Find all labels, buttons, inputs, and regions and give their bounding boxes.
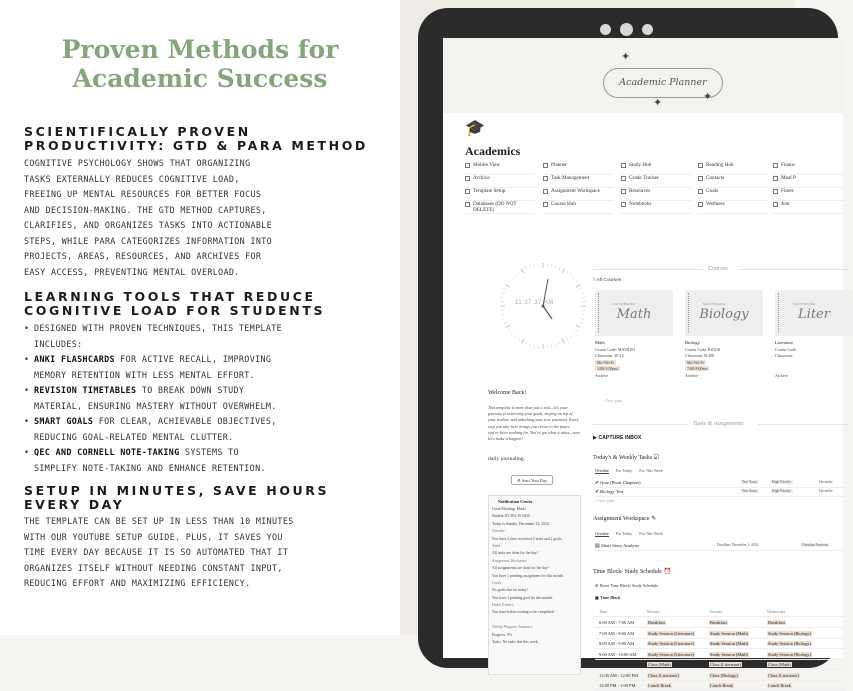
- course-code: Course Code: BIO101: [685, 347, 763, 354]
- page-icon: [773, 189, 778, 194]
- tablet-mockup-area: [400, 0, 794, 635]
- clock-tick: [501, 297, 504, 298]
- task-date: Decembe: [817, 480, 835, 484]
- clock-tick: [559, 343, 560, 346]
- course-card[interactable]: [595, 290, 673, 379]
- clock-tick: [511, 277, 513, 279]
- schedule-cell: Breakfast: [767, 620, 786, 625]
- clock-tick: [508, 330, 510, 332]
- new-course-button[interactable]: + New page: [603, 398, 622, 403]
- capture-inbox-toggle[interactable]: ▶ CAPTURE INBOX: [593, 435, 641, 441]
- page-icon: [621, 202, 626, 207]
- schedule-cell: Study Session (Math): [709, 631, 749, 636]
- filter-tab[interactable]: For Today: [616, 531, 632, 537]
- clock-tick: [562, 339, 565, 343]
- notification-title: Notification Center: [498, 499, 577, 504]
- checkmark-icon[interactable]: ✔: [595, 489, 600, 495]
- clock-tick: [580, 289, 583, 290]
- course-cover: NOTEBOOK Math: [595, 290, 673, 336]
- nav-column: [621, 162, 691, 214]
- bullet-item: • SMART GOALS FOR CLEAR, ACHIEVABLE OBJECTIVES, REDUCING GOAL-RELATED MENTAL CLUTTER.: [24, 414, 384, 445]
- schedule-cell: Study Session (Literature): [647, 631, 695, 636]
- page-icon: [698, 163, 703, 168]
- clock-tick: [551, 264, 552, 267]
- filter-tab[interactable]: Overdue: [595, 468, 609, 474]
- notification-line: Progress: 0%: [492, 633, 577, 640]
- clock-tick: [582, 314, 585, 315]
- nav-link[interactable]: Fitnes: [773, 188, 843, 201]
- body-line: TIME EVERY DAY BECAUSE IT IS SO AUTOMATED THAT IT: [24, 545, 384, 561]
- clock-hour-hand: [543, 306, 552, 319]
- nav-link[interactable]: Study Hub: [621, 162, 691, 175]
- body-line: WITH OUR YOUTUBE SETUP GUIDE. PLUS, IT SAVES YOU: [24, 530, 384, 546]
- clock-tick: [514, 336, 516, 338]
- clock-tick: [573, 277, 575, 279]
- headline-line-2: Academic Success: [0, 64, 400, 93]
- nav-link[interactable]: Template Setup: [465, 188, 535, 201]
- headline: [0, 35, 400, 93]
- clock-tick: [534, 345, 535, 348]
- course-name: Math: [595, 340, 673, 347]
- clock-tick: [555, 344, 556, 347]
- schedule-cell: Study Session (Literature): [647, 641, 695, 646]
- bullet-keyword: ANKI FLASHCARDS: [34, 354, 115, 364]
- clock-tick: [530, 344, 531, 347]
- schedule-row[interactable]: [595, 618, 845, 628]
- clock-tick: [559, 267, 560, 270]
- page-icon: [543, 163, 548, 168]
- nav-link[interactable]: Wellness: [698, 201, 768, 214]
- nav-link[interactable]: Assignment Workspace: [543, 188, 613, 201]
- course-time-tag: 7:00-8:00am: [685, 366, 709, 371]
- course-room: Classroom:: [775, 353, 853, 360]
- page-icon: [773, 163, 778, 168]
- notification-line: Good Morning, Mark!: [492, 507, 577, 514]
- page-icon: [698, 189, 703, 194]
- nav-link[interactable]: Task Management: [543, 175, 613, 188]
- schedule-cell: Class (Math): [767, 662, 792, 667]
- body-line: REDUCING EFFORT AND MAXIMIZING EFFICIENCY.: [24, 576, 384, 592]
- nav-column: [543, 162, 613, 214]
- reset-schedule-button[interactable]: ⚙ Reset Time Block/ Study Schedule: [595, 583, 658, 588]
- notification-line: Today is Sunday, December 22, 2024.: [492, 522, 577, 529]
- course-name: Literature: [775, 340, 853, 347]
- sparkle-icon: ✦: [653, 96, 662, 109]
- schedule-col-header: Wednesday: [767, 609, 785, 614]
- learning-tools-list: [24, 321, 384, 476]
- clock-tick: [522, 339, 525, 343]
- clock-tick: [506, 285, 510, 288]
- schedule-cell: Class (Biology): [709, 673, 739, 678]
- course-day-tag: Mo-We-Fr: [595, 360, 616, 365]
- course-room: Classroom: B-200: [685, 353, 763, 360]
- section-heading-learning-tools: LEARNING TOOLS THAT REDUCE COGNITIVE LOAD FOR STUDENTS: [24, 290, 394, 318]
- course-cover: NOTEBOOK Liter: [775, 290, 853, 336]
- schedule-col-header: Time: [599, 609, 607, 614]
- nav-link[interactable]: Goals: [698, 188, 768, 201]
- body-line: THE TEMPLATE CAN BE SET UP IN LESS THAN 10 MINUTES: [24, 514, 384, 530]
- task-date: Decembe: [817, 489, 835, 493]
- planner-screen: [443, 38, 843, 658]
- divider: [593, 424, 688, 425]
- clock-tick: [575, 281, 577, 283]
- schedule-cell: Breakfast: [709, 620, 728, 625]
- nav-link[interactable]: Reading Hub: [698, 162, 768, 175]
- clock-tick: [518, 271, 520, 273]
- clock-time: 11:37:37 AM: [515, 300, 554, 306]
- schedule-cell: Lunch Break: [647, 683, 672, 688]
- notification-line: You have 1 pending goal for this month.: [492, 596, 577, 603]
- clock-tick: [581, 318, 584, 319]
- nav-link[interactable]: Financ: [773, 162, 843, 175]
- schedule-cell: 10:00 AM - 11:00 AM: [599, 662, 638, 667]
- notification-center: [488, 495, 581, 675]
- page-icon: [465, 163, 470, 168]
- nav-link[interactable]: Archive: [465, 175, 535, 188]
- body-line: EASY ACCESS, PREVENTING MENTAL OVERLOAD.: [24, 265, 384, 281]
- schedule-row[interactable]: [595, 681, 845, 691]
- clock-tick: [573, 333, 575, 335]
- body-line: ORGANIZES ITSELF WITHOUT NEEDING CONSTANT INPUT,: [24, 561, 384, 577]
- clock-tick: [576, 325, 580, 328]
- sparkle-icon: ✦: [703, 90, 712, 103]
- notification-line: Habit Tracker: [492, 603, 577, 610]
- nav-link[interactable]: Notebooks: [621, 201, 691, 214]
- schedule-cell: Class (Literature): [647, 673, 680, 678]
- divider: [738, 269, 848, 270]
- nav-link[interactable]: Resources: [621, 188, 691, 201]
- priority-tag: High Priority: [770, 480, 793, 484]
- clock-tick: [502, 318, 505, 319]
- schedule-cell: Class (Literature): [767, 673, 800, 678]
- bullet-item: • DESIGNED WITH PROVEN TECHNIQUES, THIS TEMPLATE INCLUDES:: [24, 321, 384, 352]
- nav-link[interactable]: Meal P: [773, 175, 843, 188]
- sparkle-icon: ✦: [621, 50, 630, 63]
- course-day-tag: Mo-We-Fr: [685, 360, 706, 365]
- clock-tick: [567, 338, 569, 340]
- task-owner-tag: Test Xuan: [740, 480, 759, 484]
- page-icon: [465, 189, 470, 194]
- notification-line: Overdue: [492, 529, 577, 536]
- tasks-heading: Tasks & Assignments: [693, 421, 744, 427]
- page-icon: [465, 176, 470, 181]
- checkmark-icon[interactable]: ✔: [595, 480, 600, 486]
- notification-line: Assignment Workspace: [492, 559, 577, 566]
- schedule-cell: 12:00 PM - 1:00 PM: [599, 683, 635, 688]
- schedule-cell: Study Session (Biology): [767, 631, 812, 636]
- tablet-frame: [418, 8, 838, 668]
- sensor-dot-icon: [642, 24, 653, 35]
- page-icon: [698, 202, 703, 207]
- welcome-text: This template is more than just a tool—it's your gateway to achieving your goals, staying on top of your studies, and unlocking your true potential. Every step you take here brings you closer to the future you've been working for. You've got what it takes—now let's make it happen!: [488, 405, 580, 442]
- schedule-cell: 9:00 AM - 10:00 AM: [599, 652, 636, 657]
- clock-tick: [582, 297, 585, 298]
- clock-tick: [562, 269, 565, 273]
- clock-tick: [570, 274, 572, 276]
- notification-line: You have 1 pending assignment for this month.: [492, 574, 577, 581]
- notification-line: All tasks are done for the day!: [492, 551, 577, 558]
- filter-tab[interactable]: For This Week: [639, 468, 663, 474]
- filter-tabs: [595, 531, 663, 537]
- section-body-productivity: [24, 156, 384, 280]
- schedule-cell: 8:00 AM - 9:00 AM: [599, 641, 634, 646]
- schedule-row[interactable]: [595, 671, 845, 681]
- filter-tab[interactable]: For Today: [616, 468, 632, 474]
- page-icon: [465, 202, 470, 207]
- graduation-cap-icon: 🎓: [465, 118, 485, 137]
- course-card[interactable]: [775, 290, 853, 379]
- schedule-cell: Class (Literature): [709, 662, 742, 667]
- nav-link[interactable]: Mobile View: [465, 162, 535, 175]
- page-icon: [543, 189, 548, 194]
- course-status: Archive: [595, 373, 673, 380]
- page-icon: [773, 202, 778, 207]
- priority-tag: High Priority: [770, 489, 793, 493]
- start-day-button[interactable]: ⚙ Start Your Day: [511, 475, 553, 485]
- clock-tick: [530, 265, 531, 268]
- new-task-button[interactable]: + New page: [595, 498, 845, 506]
- schedule-header-row: [595, 607, 845, 617]
- camera-dot-icon: [600, 24, 611, 35]
- nav-link[interactable]: Databases (DO NOT DELETE): [465, 201, 535, 214]
- notification-line: [492, 618, 577, 625]
- body-line: STEPS, WHILE PARA CATEGORIZES INFORMATION INTO: [24, 234, 384, 250]
- todays-tasks-title: Today's & Weekly Tasks ☑: [593, 454, 659, 461]
- clock-tick: [567, 271, 569, 273]
- body-line: FREEING UP MENTAL RESOURCES FOR BETTER FOCUS: [24, 187, 384, 203]
- notification-line: Tasks: [492, 544, 577, 551]
- task-row[interactable]: ✔Biology Test Test Xuan High Priority Decembe: [595, 489, 845, 497]
- document-icon: ▤: [595, 543, 600, 549]
- planner-banner: [443, 38, 843, 113]
- notification-line: You have habits waiting to be completed.: [492, 610, 577, 617]
- nav-column: [773, 162, 843, 214]
- bullet-keyword: REVISION TIMETABLES: [34, 385, 136, 395]
- page-icon: [698, 176, 703, 181]
- schedule-cell: 7:00 AM - 8:00 AM: [599, 631, 634, 636]
- schedule-cell: 11:00 AM - 12:00 PM: [599, 673, 638, 678]
- page-icon: [773, 176, 778, 181]
- clock-tick: [506, 325, 510, 328]
- body-line: CLARIFIES, AND ORGANIZES TASKS INTO ACTIONABLE: [24, 218, 384, 234]
- course-cover: NOTEBOOK Biology: [685, 290, 763, 336]
- task-row[interactable]: ✔Quiz (Book Chapters) Test Xuan High Priority Decembe: [595, 480, 845, 488]
- marketing-panel: [0, 0, 400, 635]
- schedule-cell: Breakfast: [647, 620, 666, 625]
- clock-tick: [511, 333, 513, 335]
- filter-tabs: [595, 468, 663, 474]
- notification-line: Goals: [492, 581, 577, 588]
- course-room: Classroom: 2F-12: [595, 353, 673, 360]
- nav-link[interactable]: Course Hub: [543, 201, 613, 214]
- analog-clock: [498, 261, 588, 351]
- clock-tick: [581, 293, 584, 294]
- course-card[interactable]: [685, 290, 763, 379]
- bullet-keyword: QEC AND CORNELL NOTE-TAKING: [34, 447, 180, 457]
- banner-title: Academic Planner: [603, 68, 723, 98]
- schedule-cell: Study Session (Math): [709, 652, 749, 657]
- nav-column: [465, 162, 535, 214]
- notification-line: Student ID: 801-10-9416: [492, 514, 577, 521]
- filter-tab[interactable]: Overdue: [595, 531, 609, 537]
- divider: [593, 269, 703, 270]
- assignment-title: Assignment Workspace ✎: [593, 515, 656, 522]
- notification-line: No goals due for today!: [492, 588, 577, 595]
- camera-lens-icon: [620, 23, 633, 36]
- schedule-title: Time Block/ Study Schedule ⏰: [593, 568, 671, 575]
- task-owner-tag: Test Xuan: [740, 489, 759, 493]
- nav-column: [698, 162, 768, 214]
- clock-tick: [508, 281, 510, 283]
- notification-line: You have 4 time-stretched 2 tasks and 2 goals.: [492, 537, 577, 544]
- nav-link[interactable]: Planner: [543, 162, 613, 175]
- section-heading-setup: SETUP IN MINUTES, SAVE HOURS EVERY DAY: [24, 484, 394, 512]
- page-icon: [621, 163, 626, 168]
- filter-tab[interactable]: For This Week: [639, 531, 663, 537]
- schedule-col-header: Tuesday: [709, 609, 722, 614]
- clock-tick: [514, 274, 516, 276]
- schedule-cell: 6:00 AM - 7:00 AM: [599, 620, 634, 625]
- schedule-cell: Lunch Break: [709, 683, 734, 688]
- headline-line-1: Proven Methods for: [0, 35, 400, 64]
- page-icon: [621, 189, 626, 194]
- clock-tick: [551, 345, 552, 348]
- clock-tick: [504, 289, 507, 290]
- clock-tick: [570, 336, 572, 338]
- schedule-row[interactable]: [595, 629, 845, 639]
- schedule-cell: Study Session (Biology): [767, 652, 812, 657]
- schedule-cell: Lunch Break: [767, 683, 792, 688]
- schedule-row[interactable]: [595, 639, 845, 649]
- nav-link[interactable]: Jour: [773, 201, 843, 214]
- divider: [758, 424, 848, 425]
- all-courses-tab[interactable]: ⁞⁞ All Courses: [593, 278, 621, 283]
- welcome-title: Welcome Back!: [488, 390, 526, 396]
- courses-heading: Courses: [708, 266, 728, 272]
- clock-tick: [555, 265, 556, 268]
- schedule-cell: Study Session (Math): [709, 641, 749, 646]
- clock-tick: [526, 343, 527, 346]
- clock-tick: [501, 314, 504, 315]
- schedule-cell: Class (Math): [647, 662, 672, 667]
- course-status: Archive: [685, 373, 763, 380]
- schedule-cell: Study Session (Biology): [767, 641, 812, 646]
- nav-link[interactable]: Contacts: [698, 175, 768, 188]
- notification-line: All assignments are done for the day!: [492, 566, 577, 573]
- clock-tick: [526, 267, 527, 270]
- body-line: PROJECTS, AREAS, RESOURCES, AND ARCHIVES FOR: [24, 249, 384, 265]
- course-code: Course Code:: [775, 347, 853, 354]
- course-status: Archive: [775, 373, 853, 380]
- body-line: COGNITIVE PSYCHOLOGY SHOWS THAT ORGANIZING: [24, 156, 384, 172]
- schedule-cell: Study Session (Literature): [647, 652, 695, 657]
- page-icon: [543, 176, 548, 181]
- bullet-item: • QEC AND CORNELL NOTE-TAKING SYSTEMS TO SIMPLIFY NOTE-TAKING AND ENHANCE RETENTION.: [24, 445, 384, 476]
- schedule-row[interactable]: [595, 650, 845, 660]
- body-line: AND DECISION-MAKING. THE GTD METHOD CAPTURES,: [24, 203, 384, 219]
- page-icon: [621, 176, 626, 181]
- page-icon: [543, 202, 548, 207]
- schedule-row[interactable]: [595, 660, 845, 670]
- schedule-col-header: Monday: [647, 609, 660, 614]
- course-name: Biology: [685, 340, 763, 347]
- clock-tick: [576, 285, 580, 288]
- clock-tick: [522, 269, 525, 273]
- bullet-keyword: SMART GOALS: [34, 416, 93, 426]
- assignment-row[interactable]: ▤ Short Story Analysis Deadline: December 4, 2024 Overdue Assessm: [595, 543, 845, 551]
- journal-link[interactable]: daily journaling.: [488, 456, 525, 462]
- nav-link[interactable]: Grade Tracker: [621, 175, 691, 188]
- body-line: TASKS EXTERNALLY REDUCES COGNITIVE LOAD,: [24, 172, 384, 188]
- clock-tick: [518, 338, 520, 340]
- section-heading-productivity: SCIENTIFICALLY PROVEN PRODUCTIVITY: GTD & PARA METHOD: [24, 125, 394, 153]
- course-time-tag: 3:00-3:50pm: [595, 366, 620, 371]
- clock-tick: [534, 264, 535, 267]
- bullet-item: • ANKI FLASHCARDS FOR ACTIVE RECALL, IMPROVING MEMORY RETENTION WITH LESS MENTAL EFFORT.: [24, 352, 384, 383]
- notification-line: Tasks: No tasks due this week.: [492, 640, 577, 647]
- clock-tick: [504, 322, 507, 323]
- bullet-item: • REVISION TIMETABLES TO BREAK DOWN STUDY MATERIAL, ENSURING MASTERY WITHOUT OVERWHELM.: [24, 383, 384, 414]
- clock-tick: [502, 293, 505, 294]
- clock-tick: [575, 330, 577, 332]
- time-block-view[interactable]: ▦ Time Block: [595, 595, 620, 600]
- notification-line: Weekly Progress Summary: [492, 625, 577, 632]
- course-code: Course Code: MATH101: [595, 347, 673, 354]
- clock-tick: [580, 322, 583, 323]
- section-body-setup: [24, 514, 384, 592]
- page-title: Academics: [465, 144, 520, 159]
